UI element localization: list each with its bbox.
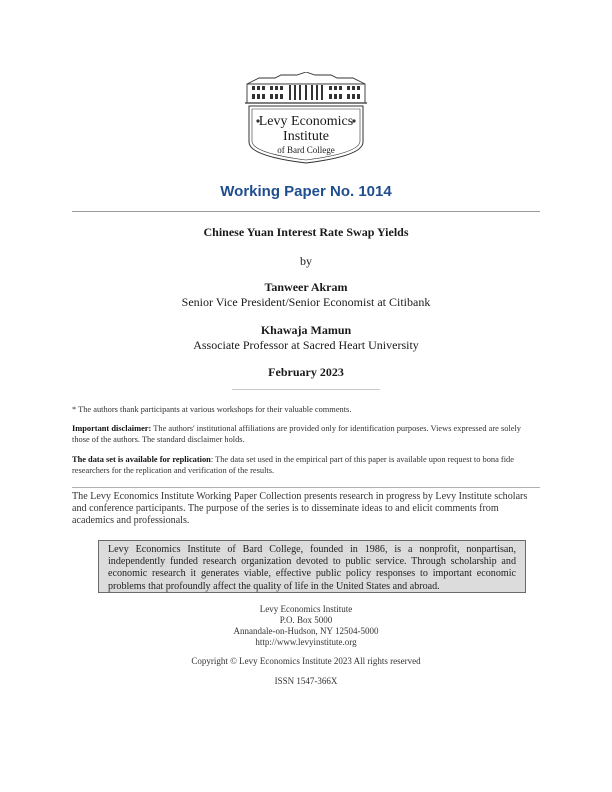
paper-title: Chinese Yuan Interest Rate Swap Yields <box>203 225 409 239</box>
working-paper-number: Working Paper No. 1014 <box>220 183 392 200</box>
publication-date: February 2023 <box>268 365 344 379</box>
author-affiliation: Senior Vice President/Senior Economist at Citibank <box>181 295 431 309</box>
author-name: Khawaja Mamun <box>260 323 352 337</box>
logo-line-1: Levy Economics <box>258 114 354 129</box>
address-line: Levy Economics Institute <box>259 604 353 614</box>
collection-description: The Levy Economics Institute Working Paper Collection presents research in progress by Levy Institute scholars and conference participants. The purpose of the series is to disseminate ideas to and elicit comments from academics and professionals. <box>72 491 528 527</box>
disclaimer-text: The authors' institutional affiliations are provided only for identification purposes. Views expressed are solely those of the authors. The standard disclaimer holds. <box>72 424 521 444</box>
data-label: The data set is available for replication <box>72 455 211 464</box>
divider <box>232 389 380 390</box>
divider <box>72 487 540 488</box>
author-name: Tanweer Akram <box>264 280 348 294</box>
disclaimer-label: Important disclaimer: <box>72 424 152 433</box>
data-availability-note <box>72 455 540 476</box>
acknowledgment-footnote: * The authors thank participants at various workshops for their valuable comments. <box>72 405 352 414</box>
address-line: Annandale-on-Hudson, NY 12504-5000 <box>233 626 379 636</box>
levy-institute-logo <box>245 72 367 164</box>
disclaimer-note <box>72 424 540 445</box>
address-line: P.O. Box 5000 <box>279 615 333 625</box>
author-affiliation: Associate Professor at Sacred Heart University <box>193 338 419 352</box>
logo-line-2: Institute <box>283 129 329 144</box>
issn: ISSN 1547-366X <box>274 676 338 686</box>
by-label: by <box>300 254 312 268</box>
logo-line-3: of Bard College <box>277 145 335 155</box>
data-text: : The data set used in the empirical part of this paper is available upon request to bona fide researchers for the replication and verification of the results. <box>72 455 514 475</box>
copyright-notice: Copyright © Levy Economics Institute 2023 All rights reserved <box>191 656 421 666</box>
divider <box>72 211 540 212</box>
website-link[interactable]: http://www.levyinstitute.org <box>255 637 357 647</box>
mission-statement-box: Levy Economics Institute of Bard College, founded in 1986, is a nonprofit, nonpartisan, independently funded research organization devoted to public service. Through scholarship and economic research it generates viable, effective public policy responses to important economic problems that profoundly affect the quality of life in the United States and abroad. <box>98 540 526 593</box>
